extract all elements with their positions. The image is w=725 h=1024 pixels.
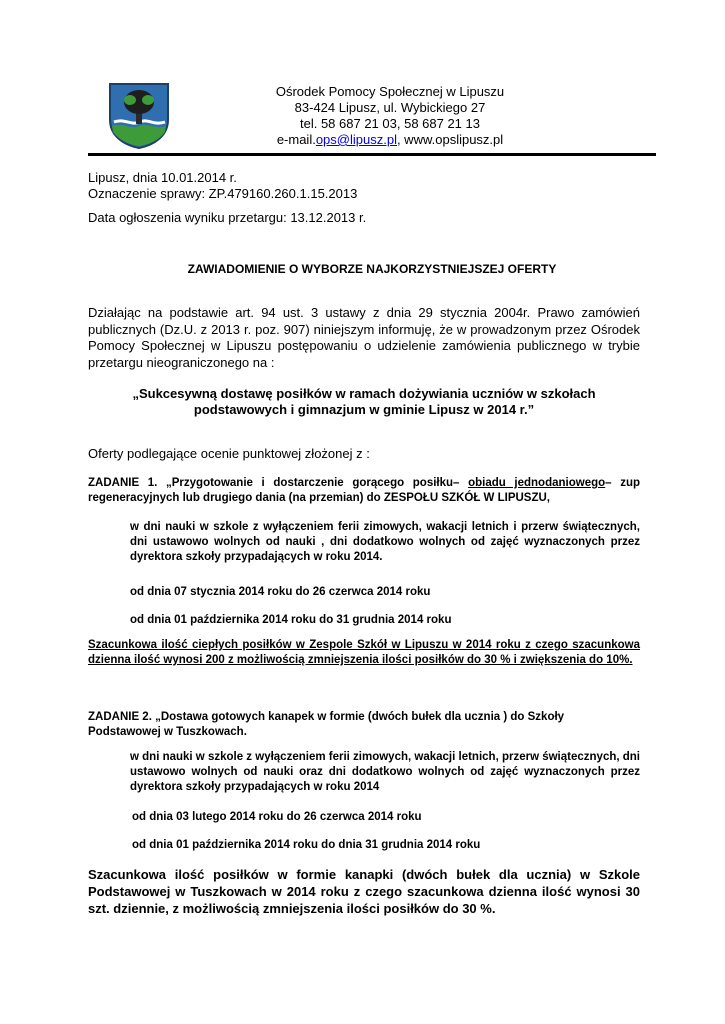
task1-heading bbox=[88, 476, 640, 506]
task1-period1: od dnia 07 stycznia 2014 roku do 26 czerwca 2014 roku bbox=[130, 586, 431, 598]
task2-period2: od dnia 01 października 2014 roku do dnia 31 grudnia 2014 roku bbox=[132, 839, 481, 851]
website-text: , www.opslipusz.pl bbox=[396, 132, 504, 147]
document-date: Lipusz, dnia 10.01.2014 r. bbox=[88, 170, 237, 185]
task2-days: w dni nauki w szkole z wyłączeniem ferii zimowych, wakacji letnich, przerw świątecznych, dni ustawowo wolnych od nauki oraz dni dodatkowo wolnych od zajęć wyznaczonych przez dyrektora szkoły przypadających w roku 2014 bbox=[130, 751, 640, 793]
offers-intro: Oferty podlegające ocenie punktowej złożonej z : bbox=[88, 446, 370, 461]
task1-heading-part1: ZADANIE 1. „Przygotowanie i dostarczenie gorącego posiłku– bbox=[88, 477, 469, 489]
org-address: 83-424 Lipusz, ul. Wybickiego 27 bbox=[294, 100, 486, 115]
header-divider bbox=[88, 153, 656, 156]
announcement-date: Data ogłoszenia wyniku przetargu: 13.12.2013 r. bbox=[88, 210, 367, 225]
task1-school: ZESPOŁU SZKÓŁ W LIPUSZU, bbox=[383, 492, 550, 504]
task1-heading-part2: – zup regeneracyjnych lub drugiego dania (na przemian) do bbox=[88, 477, 640, 504]
task1-heading-underlined: obiadu jednodaniowego bbox=[468, 477, 606, 489]
email-link[interactable]: ops@lipusz.pl bbox=[315, 132, 397, 147]
task1-period2: od dnia 01 października 2014 roku do 31 grudnia 2014 roku bbox=[130, 614, 452, 626]
org-email-line bbox=[180, 132, 600, 148]
procurement-subject: „Sukcesywną dostawę posiłków w ramach dożywiania uczniów w szkołach podstawowych i gimnazjum w gminie Lipusz w 2014 r.” bbox=[132, 386, 596, 417]
task1-days: w dni nauki w szkole z wyłączeniem ferii zimowych, wakacji letnich i przerw świątecznych, dni ustawowo wolnych od nauki , dni dodatkowo wolnych od zajęć wyznaczonych przez dyrektora szkoły przypadających w roku 2014. bbox=[130, 521, 640, 563]
coat-of-arms-logo bbox=[108, 82, 170, 150]
task2-period1: od dnia 03 lutego 2014 roku do 26 czerwca 2014 roku bbox=[132, 811, 422, 823]
email-prefix: e-mail. bbox=[276, 132, 316, 147]
document-title: ZAWIADOMIENIE O WYBORZE NAJKORZYSTNIEJSZEJ OFERTY bbox=[187, 262, 557, 276]
intro-paragraph: Działając na podstawie art. 94 ust. 3 ustawy z dnia 29 stycznia 2004r. Prawo zamówień publicznych (Dz.U. z 2013 r. poz. 907) niniejszym informuję, że w prowadzonym przez Ośrodek Pomocy Społecznej w Lipuszu postępowaniu o udzielenie zamówienia publicznego w trybie przetargu nieograniczonego na : bbox=[88, 305, 640, 370]
task1-estimate: Szacunkowa ilość ciepłych posiłków w Zespole Szkół w Lipuszu w 2014 roku z czego szacunkowa dzienna ilość wynosi 200 z możliwością zmniejszenia ilości posiłków do 30 % i zwiększenia do 10%. bbox=[88, 639, 640, 666]
letterhead bbox=[180, 84, 600, 148]
task2-heading: ZADANIE 2. „Dostawa gotowych kanapek w formie (dwóch bułek dla ucznia ) do Szkoły Podstawowej w Tuszkowach. bbox=[88, 711, 565, 738]
task2-estimate: Szacunkowa ilość posiłków w formie kanapki (dwóch bułek dla ucznia) w Szkole Podstawowej w Tuszkowach w 2014 roku z czego szacunkowa dzienna ilość wynosi 30 szt. dziennie, z możliwością zmniejszenia ilości posiłków do 30 %. bbox=[88, 867, 640, 916]
case-reference: Oznaczenie sprawy: ZP.479160.260.1.15.2013 bbox=[88, 186, 358, 201]
org-name: Ośrodek Pomocy Społecznej w Lipuszu bbox=[275, 84, 505, 99]
org-phone: tel. 58 687 21 03, 58 687 21 13 bbox=[300, 116, 480, 131]
